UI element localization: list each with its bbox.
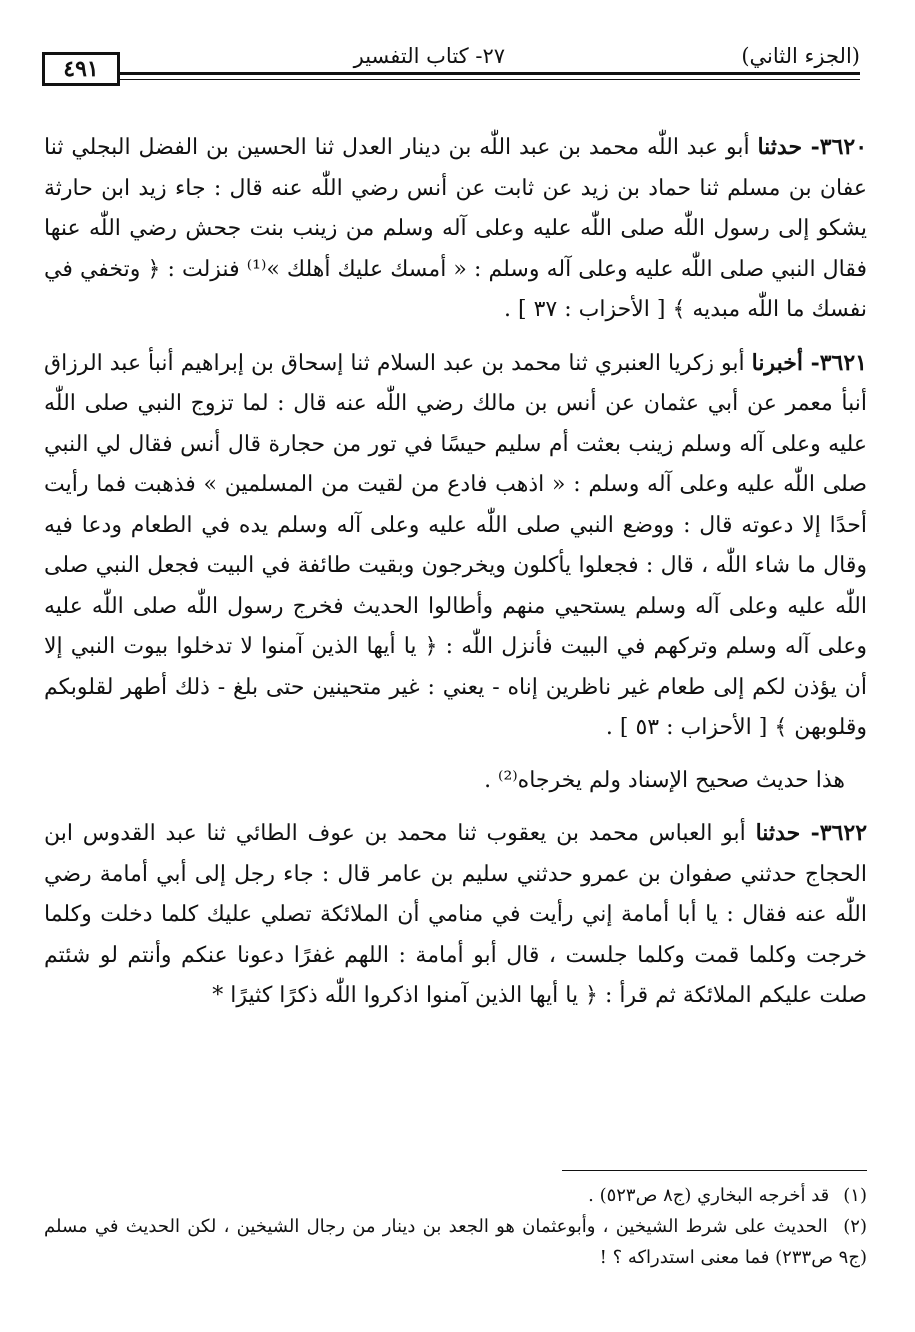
hadith-paragraph: ٣٦٢٢- حدثنا أبو العباس محمد بن يعقوب ثنا محمد بن عوف الطائي ثنا عبد القدوس ابن الحجاج حدثني صفوان بن عمرو حدثني سليم بن عامر قال : جاء رجل إلى أبي أمامة رضي اللّٰه عنه فقال : يا أبا أمامة إني رأيت في منامي أن الملائكة تصلي عليك كلما دخلت وكلما خرجت وكلما قمت وكلما جلست ، قال أبو أمامة : اللهم غفرًا دعونا عنكم وأنتم لو شئتم صلت عليكم الملائكة ثم قرأ : ﴿ يا أيها الذين آمنوا اذكروا اللّٰه ذكرًا كثيرًا * [44,820,868,1008]
hadith-text: أبو زكريا العنبري ثنا محمد بن عبد السلام ثنا إسحاق بن إبراهيم أنبأ عبد الرزاق أنبأ معمر عن أبي عثمان عن أنس بن مالك رضي اللّٰه عنه قال : لما تزوج النبي صلى اللّٰه عليه وعلى آله وسلم زينب بعثت أم سليم حيسًا في تور من حجارة قال أنس فقال لي النبي صلى اللّٰه عليه وعلى آله وسلم : « اذهب فادع من لقيت من المسلمين » فذهبت فما رأيت أحدًا إلا دعوته قال : ووضع النبي صلى اللّٰه عليه وعلى آله وسلم يده في الطعام ودعا فيه وقال ما شاء اللّٰه ، قال : فجعلوا يأكلون ويخرجون وبقيت طائفة في البيت فجعل النبي صلى اللّٰه عليه وعلى آله وسلم يستحيي منهم وأطالوا الحديث فخرج رسول اللّٰه صلى اللّٰه عليه وعلى آله وسلم وتركهم في البيت فأنزل اللّٰه : ﴿ يا أيها الذين آمنوا لا تدخلوا بيوت النبي إلا أن يؤذن لكم إلى طعام غير ناظرين إناه - يعني : غير متحينين حتى بلغ - ذلك أطهر لقلوبكم وقلوبهن ﴾ [ الأحزاب : ٥٣ ] . [44,350,867,740]
main-text [44,127,867,1029]
narration-lead: حدثنا [755,820,801,846]
hadith-number: ٣٦٢١ [819,349,867,376]
grading-note: هذا حديث صحيح الإسناد ولم يخرجاه⁽²⁾ . [484,767,845,793]
footnote [44,1211,867,1273]
header-rule-thin [120,79,860,80]
hadith-number: ٣٦٢٢ [819,820,868,846]
footnote-number: (٢) [843,1216,867,1237]
hadith-paragraph: ٣٦٢١- أخبرنا أبو زكريا العنبري ثنا محمد بن عبد السلام ثنا إسحاق بن إبراهيم أنبأ عبد الرزاق أنبأ معمر عن أبي عثمان عن أنس بن مالك رضي اللّٰه عنه قال : لما تزوج النبي صلى اللّٰه عليه وعلى آله وسلم زينب بعثت أم سليم حيسًا في تور من حجارة قال أنس فقال لي النبي صلى اللّٰه عليه وعلى آله وسلم : « اذهب فادع من لقيت من المسلمين » فذهبت فما رأيت أحدًا إلا دعوته قال : ووضع النبي صلى اللّٰه عليه وعلى آله وسلم يده في الطعام ودعا فيه وقال ما شاء اللّٰه ، قال : فجعلوا يأكلون ويخرجون وبقيت طائفة في البيت فجعل النبي صلى اللّٰه عليه وعلى آله وسلم يستحيي منهم وأطالوا الحديث فخرج رسول اللّٰه صلى اللّٰه عليه وعلى آله وسلم وتركهم في البيت فأنزل اللّٰه : ﴿ يا أيها الذين آمنوا لا تدخلوا بيوت النبي إلا أن يؤذن لكم إلى طعام غير ناظرين إناه - يعني : غير متحينين حتى بلغ - ذلك أطهر لقلوبكم وقلوبهن ﴾ [ الأحزاب : ٥٣ ] . [44,349,867,740]
footnote-separator [562,1170,867,1171]
footnotes [44,1180,867,1273]
footnote-text: قد أخرجه البخاري (ج٨ ص٥٢٣) . [588,1185,830,1206]
book-title: ٢٧- كتاب التفسير [353,44,505,68]
hadith-text: أبو عبد اللّٰه محمد بن عبد اللّٰه بن دينار العدل ثنا الحسين بن الفضل البجلي ثنا عفان بن مسلم ثنا حماد بن زيد عن ثابت عن أنس رضي اللّٰه عنه قال : جاء زيد ابن حارثة يشكو إلى رسول اللّٰه صلى اللّٰه عليه وعلى آله وسلم من زينب بنت جحش رضي اللّٰه عنها فقال النبي صلى اللّٰه عليه وعلى آله وسلم : « أمسك عليك أهلك »⁽¹⁾ فنزلت : ﴿ وتخفي في نفسك ما اللّٰه مبديه ﴾ [ الأحزاب : ٣٧ ] . [44,135,868,322]
page-header [42,40,860,95]
narration-lead: أخبرنا [751,349,803,376]
volume-title: (الجزء الثاني) [741,44,860,68]
narration-lead: حدثنا [757,134,803,160]
footnote [44,1180,867,1211]
page-number: ٤٩١ [42,52,120,86]
hadith-number: ٣٦٢٠ [819,134,868,160]
footnote-number: (١) [843,1185,867,1206]
hadith-paragraph: ٣٦٢٠- حدثنا أبو عبد اللّٰه محمد بن عبد اللّٰه بن دينار العدل ثنا الحسين بن الفضل البجلي ثنا عفان بن مسلم ثنا حماد بن زيد عن ثابت عن أنس رضي اللّٰه عنه قال : جاء زيد ابن حارثة يشكو إلى رسول اللّٰه صلى اللّٰه عليه وعلى آله وسلم من زينب بنت جحش رضي اللّٰه عنها فقال النبي صلى اللّٰه عليه وعلى آله وسلم : « أمسك عليك أهلك »⁽¹⁾ فنزلت : ﴿ وتخفي في نفسك ما اللّٰه مبديه ﴾ [ الأحزاب : ٣٧ ] . [44,134,868,322]
hadith-text: أبو العباس محمد بن يعقوب ثنا محمد بن عوف الطائي ثنا عبد القدوس ابن الحجاج حدثني صفوان بن عمرو حدثني سليم بن عامر قال : جاء رجل إلى أبي أمامة رضي اللّٰه عنه فقال : يا أبا أمامة إني رأيت في منامي أن الملائكة تصلي عليك كلما دخلت وكلما خرجت وكلما قمت وكلما جلست ، قال أبو أمامة : اللهم غفرًا دعونا عنكم وأنتم لو شئتم صلت عليكم الملائكة ثم قرأ : ﴿ يا أيها الذين آمنوا اذكروا اللّٰه ذكرًا كثيرًا * [44,821,867,1008]
header-rule-thick [120,72,860,75]
footnote-text: الحديث على شرط الشيخين ، وأبوعثمان هو الجعد بن دينار من رجال الشيخين ، لكن الحديث في مسلم (ج٩ ص٢٣٣) فما معنى استدراكه ؟ ! [44,1216,867,1268]
